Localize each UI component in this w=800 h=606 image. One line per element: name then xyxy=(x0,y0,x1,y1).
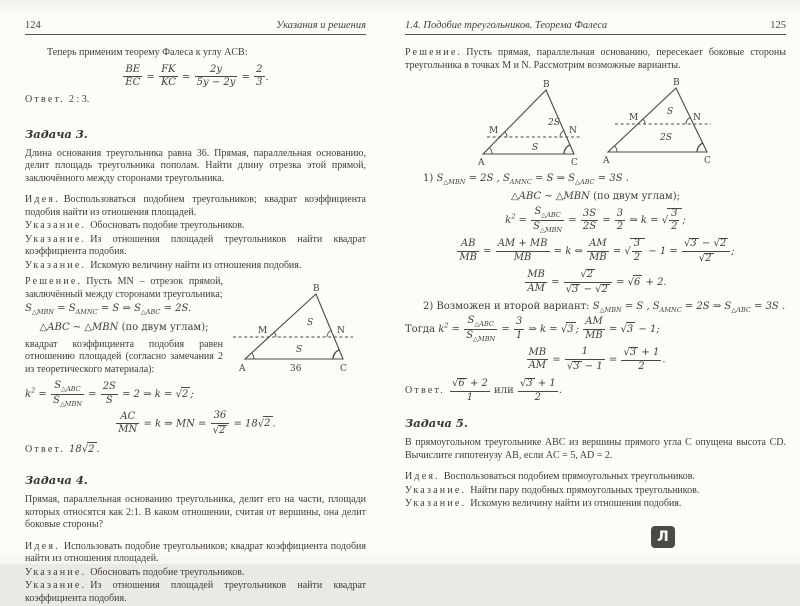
radical-sign: √ xyxy=(519,377,527,389)
fraction: $\frac{√3 + 1}{2}$ xyxy=(519,377,556,403)
page-number-right: 125 xyxy=(770,20,786,31)
vertex-label-a: A xyxy=(602,156,609,166)
radical-sign: √ xyxy=(620,324,627,336)
area-label-lower: S xyxy=(296,345,303,356)
fraction: $\frac{BE}{EC}$ xyxy=(125,63,141,89)
triangle-figure-case1 xyxy=(477,76,587,166)
formula-mb-am-2: $\frac{MB}{AM}$ = $\frac{1}{√3 - 1}$ = $\frac{√3 + 1}{2}$ . xyxy=(528,346,666,372)
answer-label: Ответ. xyxy=(405,385,446,397)
fraction: $\frac{3}{2}$ xyxy=(616,207,624,233)
solution-label: Решение. xyxy=(405,47,463,58)
hint-label: Указание. xyxy=(405,484,467,496)
hint-line: Идея. Воспользоваться подобием прямоугольных треугольников. xyxy=(405,471,695,483)
fraction: $\frac{3}{2}$ xyxy=(671,207,678,233)
formula-mn: $\frac{AC}{MN}$ = k ⇒ MN = $\frac{36}{√2}$ = 18√2 . xyxy=(118,410,276,436)
hint-line: Указание. Из отношения площадей треугольников найти квадрат коэффициента подобия. xyxy=(25,233,366,258)
page-number-left: 124 xyxy=(25,20,41,31)
page-left xyxy=(25,20,366,606)
fraction: $\frac{√3 - √2}{√2}$ xyxy=(682,238,730,265)
answer-label: Ответ. xyxy=(25,443,66,455)
fraction: $\frac{MB}{AM}$ xyxy=(528,346,547,372)
fraction: $S_{\triangle ABC}$ $S_{\triangle MBN}$ xyxy=(52,380,82,409)
vertex-label-c: C xyxy=(703,156,711,166)
figure-column xyxy=(229,276,366,408)
fraction: $\frac{AM + MB}{MB}$ xyxy=(497,238,548,264)
hint-line: Указание. Обосновать подобие треугольников. xyxy=(25,220,245,232)
logo-letter: Л xyxy=(657,529,669,545)
formula-ab-mb: $\frac{AB}{MB}$ = $\frac{AM + MB}{MB}$ = k ⇔ $\frac{AM}{MB}$ = √ $\frac{3}{2}$ − 1 = $\frac{√3 - √2}{√2}$ ; xyxy=(459,238,735,265)
answer-value: 18√2 . xyxy=(69,443,100,455)
fraction: $\frac{1}{√3 - 1}$ xyxy=(566,346,603,372)
radical-sign: √ xyxy=(595,283,602,295)
hint-label: Указание. xyxy=(405,498,467,510)
radical-sign: √ xyxy=(624,246,631,258)
answer-label: Ответ. xyxy=(25,94,66,106)
area-label-lower: 2S xyxy=(659,133,672,143)
fraction: $S_{\triangle ABC}$ $S_{\triangle MBN}$ xyxy=(466,315,496,344)
hint-label: Указание. xyxy=(25,259,87,271)
fraction: $\frac{√2}{√3 - √2}$ xyxy=(564,269,612,296)
radical-sign: √ xyxy=(565,283,573,295)
radical-sign: √ xyxy=(627,276,635,288)
answer-line-1 xyxy=(25,94,366,107)
radical-sign: √ xyxy=(257,418,265,430)
running-title: Указания и решения xyxy=(276,20,366,31)
hint-line: Указание. Из отношения площадей треугольников найти квадрат коэффициента подобия. xyxy=(25,580,366,604)
fraction: $\frac{√3 + 1}{2}$ xyxy=(623,347,660,372)
vertex-label-c: C xyxy=(570,158,578,168)
task4-title: Задача 4. xyxy=(25,473,88,488)
fraction: $S_{\triangle ABC}$ $S_{\triangle MBN}$ xyxy=(533,206,563,235)
area-label-lower: S xyxy=(531,143,538,153)
answer-line-task3 xyxy=(25,442,366,457)
radical-sign: √ xyxy=(212,424,219,436)
answer-line-task4 xyxy=(405,378,786,404)
hint-line: Идея. Воспользоваться подобием треугольников; квадрат коэффициента подобия найти из отношения площадей. xyxy=(25,194,366,218)
answer-value: $\frac{√6 + 2}{1}$ или $\frac{√3 + 1}{2}$ . xyxy=(452,377,562,403)
radical-sign: √ xyxy=(698,253,706,265)
solution-text: Пусть прямая, параллельная основанию, пересекает боковые стороны треугольника в точках M и N. Рассмотрим возможные варианты. xyxy=(405,47,786,71)
fraction: $\frac{36}{√2}$ xyxy=(211,411,230,437)
fraction: $\frac{2}{3}$ xyxy=(256,63,263,89)
hint-label: Указание. xyxy=(25,233,87,245)
task3-hints xyxy=(25,194,366,272)
radical-sign: √ xyxy=(580,269,587,281)
radical-sign: √ xyxy=(623,347,630,359)
solution-paragraph xyxy=(405,47,786,72)
radical-sign: √ xyxy=(684,238,691,250)
page-right xyxy=(405,20,786,512)
solution-text-column xyxy=(25,276,223,408)
answer-value: 2 : 3. xyxy=(69,94,90,106)
triangle-figure-task3 xyxy=(229,282,366,377)
radical-sign: √ xyxy=(566,360,574,372)
hint-line: Указание. Искомую величину найти из отношения подобия. xyxy=(405,498,682,510)
formula-thales: $\frac{BE}{EC}$ = $\frac{FK}{KC}$ = $\frac{2y}{5y - 2y}$ = $\frac{2}{3}$ . xyxy=(125,63,269,89)
section-title: 1.4. Подобие треугольников. Теорема Фалеса xyxy=(405,20,608,31)
intro-text: Теперь применим теорему Фалеса к углу ACB: xyxy=(47,47,248,58)
area-label-upper: S xyxy=(307,318,314,329)
solution-label: Решение. xyxy=(25,276,83,288)
figures-row xyxy=(405,76,786,166)
vertex-label-b: B xyxy=(672,78,680,88)
vertex-label-b: B xyxy=(313,284,320,295)
radical-sign: √ xyxy=(175,389,182,401)
task5-statement: В прямоугольном треугольнике ABC из вершины прямого угла C опущена высота CD. Вычислите гипотенузу AB, если AC = 5, AD = 2. xyxy=(405,437,786,461)
fraction: $\frac{AM}{MB}$ xyxy=(585,316,603,342)
formula-k1: $k^2$ = $S_{\triangle ABC}$ $S_{\triangle MBN}$ = $\frac{3S}{2S}$ = $\frac{3}{2}$ ⇒ k = √ $\frac{3}{2}$ ; xyxy=(505,206,686,235)
formula-areas: $S_{\triangle MBN} = S_{AMNC} = S$ ⇒ $S_{\triangle ABC} = 2S$. xyxy=(25,303,192,317)
hint-label: Указание. xyxy=(25,220,87,232)
fraction: $\frac{2S}{S}$ xyxy=(102,381,116,407)
formula-case1: 1) $S_{\triangle MBN} = 2S$ , $S_{AMNC} = S$ ⇒ $S_{\triangle ABC} = 3S$ . xyxy=(423,173,629,186)
formula-similarity: △ABC ∼ △MBN (по двум углам); xyxy=(511,191,680,203)
fraction: $\frac{√6 + 2}{1}$ xyxy=(452,377,488,403)
fraction: $\frac{3}{2}$ xyxy=(633,238,641,264)
fraction: $\frac{2y}{5y - 2y}$ xyxy=(196,63,236,89)
hint-label: Указание. xyxy=(25,566,87,578)
task3-title: Задача 3. xyxy=(25,126,88,141)
formula-similarity: △ABC ∼ △MBN (по двум углам); xyxy=(39,321,209,333)
formula-k: $k^2$ = $S_{\triangle ABC}$ $S_{\triangle MBN}$ = $\frac{2S}{S}$ = 2 ⇒ k = √2 ; xyxy=(25,380,194,409)
formula-k2: Тогда $k^2$ = $S_{\triangle ABC}$ $S_{\triangle MBN}$ = $\frac{3}{1}$ ⇒ k = √3 ; $\frac{AM}{MB}$ = √3 − 1; xyxy=(405,315,660,344)
fraction: $\frac{AB}{MB}$ xyxy=(459,238,477,264)
task5-hints xyxy=(405,471,786,511)
vertex-label-b: B xyxy=(542,80,550,90)
task3-statement: Длина основания треугольника равна 36. Прямая, параллельная основанию, делит площадь треугольника пополам. Найти длину отрезка этой прямой, заключённого между сторонами треугольника. xyxy=(25,147,366,184)
solution-paragraph-2: квадрат коэффициента подобия равен отношению площадей (согласно замечания 2 из теоретического материала): xyxy=(25,338,223,375)
base-length-label: 36 xyxy=(290,364,302,375)
fraction: $\frac{FK}{KC}$ xyxy=(161,63,176,89)
solution-paragraph xyxy=(25,276,223,301)
hint-label: Указание. xyxy=(25,580,87,592)
area-label-upper: 2S xyxy=(547,118,560,128)
radical-sign: √ xyxy=(661,215,669,227)
area-label-upper: S xyxy=(666,107,673,117)
fraction: $\frac{3}{1}$ xyxy=(515,316,523,342)
hint-line: Указание. Найти пару подобных прямоугольных треугольников. xyxy=(405,484,700,496)
task4-statement: Прямая, параллельная основанию треугольника, делит его на части, площади которых относятся как 2:1. В каком отношении, считая от вершины, она делит боковые стороны? xyxy=(25,494,366,531)
point-label-n: N xyxy=(568,126,577,136)
fraction: $\frac{AC}{MN}$ xyxy=(118,410,138,436)
formula-mb-am-1: $\frac{MB}{AM}$ = $\frac{√2}{√3 - √2}$ = √6 + 2. xyxy=(527,269,667,295)
formula-case2: 2) Возможен и второй вариант: $S_{\triangle MBN} = S$ , $S_{AMNC} = 2S$ ⇒ $S_{\triangle ABC} = 3S$ . xyxy=(423,300,786,314)
hint-label: Идея. xyxy=(405,471,440,483)
vertex-label-a: A xyxy=(239,364,246,375)
page-left-header xyxy=(25,20,366,35)
fraction: $\frac{3S}{2S}$ xyxy=(582,207,597,233)
task3-solution xyxy=(25,276,366,408)
radical-sign: √ xyxy=(452,377,459,389)
point-label-m: M xyxy=(628,113,638,123)
vertex-label-c: C xyxy=(340,364,347,375)
point-label-n: N xyxy=(337,326,345,337)
hint-label: Идея. xyxy=(25,540,60,552)
fraction: $\frac{AM}{MB}$ xyxy=(589,238,607,264)
solution-text: Пусть MN – отрезок прямой, заключённый между сторонами треугольника; xyxy=(25,276,223,300)
task5-title: Задача 5. xyxy=(405,416,468,431)
radical-sign: √ xyxy=(560,324,568,336)
vertex-label-a: A xyxy=(477,158,484,168)
triangle-figure-case2 xyxy=(603,76,715,166)
hint-line: Указание. Искомую величину найти из отношения подобия. xyxy=(25,259,302,271)
labirint-logo xyxy=(651,526,675,548)
point-label-n: N xyxy=(692,113,701,123)
fraction: $\frac{MB}{AM}$ xyxy=(527,269,545,294)
task4-hints xyxy=(25,541,366,606)
hint-line: Указание. Обосновать подобие треугольников. xyxy=(25,566,245,578)
hint-line: Идея. Использовать подобие треугольников; квадрат коэффициента подобия найти из отношения площадей. xyxy=(25,540,366,565)
point-label-m: M xyxy=(488,126,498,136)
radical-sign: √ xyxy=(81,443,89,455)
hint-label: Идея. xyxy=(25,194,60,206)
point-label-m: M xyxy=(258,326,268,337)
page-right-header xyxy=(405,20,786,35)
radical-sign: √ xyxy=(713,238,720,250)
